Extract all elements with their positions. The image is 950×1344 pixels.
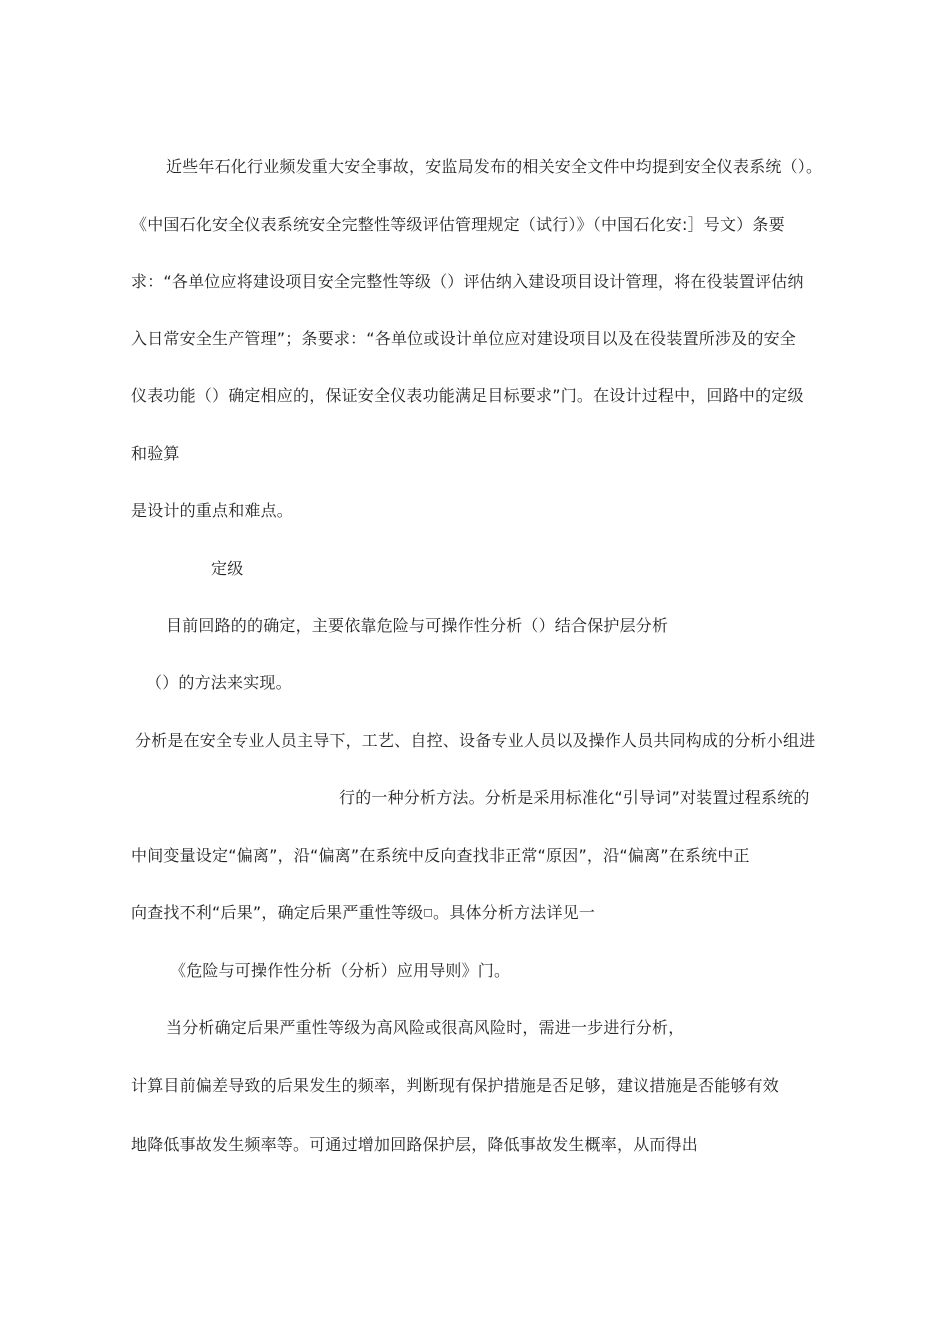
text-line: 近些年石化行业频发重大安全事故，安监局发布的相关安全文件中均提到安全仪表系统（）。 <box>166 157 823 176</box>
text-line: 《危险与可操作性分析（分析）应用导则》门。 <box>170 961 511 980</box>
text-segment: 向查找不利“后果”，确定后果严重性等级 <box>131 903 424 922</box>
text-line: 中间变量设定“偏离”，沿“偏离”在系统中反向查找非正常“原因”，沿“偏离”在系统中正 <box>131 846 750 865</box>
text-line: 求：“各单位应将建设项目安全完整性等级（）评估纳入建设项目设计管理，将在役装置评估纳 <box>131 272 804 291</box>
section-heading: 定级 <box>211 559 244 578</box>
text-line: 计算目前偏差导致的后果发生的频率，判断现有保护措施是否足够，建议措施是否能够有效 <box>131 1076 780 1095</box>
text-line <box>131 902 595 925</box>
text-line: 目前回路的的确定，主要依靠危险与可操作性分析（）结合保护层分析 <box>166 616 669 635</box>
text-line: 和验算 <box>131 444 180 463</box>
text-segment: 。具体分析方法详见一 <box>433 903 596 922</box>
text-line: 分析是在安全专业人员主导下，工艺、自控、设备专业人员以及操作人员共同构成的分析小组进 <box>135 731 816 750</box>
text-line: 行的一种分析方法。分析是采用标准化“引导词”对装置过程系统的 <box>339 788 810 807</box>
text-line: 仪表功能（）确定相应的，保证安全仪表功能满足目标要求”门。在设计过程中，回路中的定级 <box>131 386 804 405</box>
text-line: 《中国石化安全仪表系统安全完整性等级评估管理规定（试行）》（中国石化安:］号文）条要 <box>131 215 785 234</box>
text-line: 是设计的重点和难点。 <box>131 501 294 520</box>
reference-box-glyph: □ <box>423 907 434 919</box>
text-line: 当分析确定后果严重性等级为高风险或很高风险时，需进一步进行分析， <box>166 1018 685 1037</box>
text-line: 入日常安全生产管理”；条要求：“各单位或设计单位应对建设项目以及在役装置所涉及的安全 <box>131 329 796 348</box>
text-line: 地降低事故发生频率等。可通过增加回路保护层，降低事故发生概率，从而得出 <box>131 1135 699 1154</box>
text-line: （）的方法来实现。 <box>146 673 292 692</box>
